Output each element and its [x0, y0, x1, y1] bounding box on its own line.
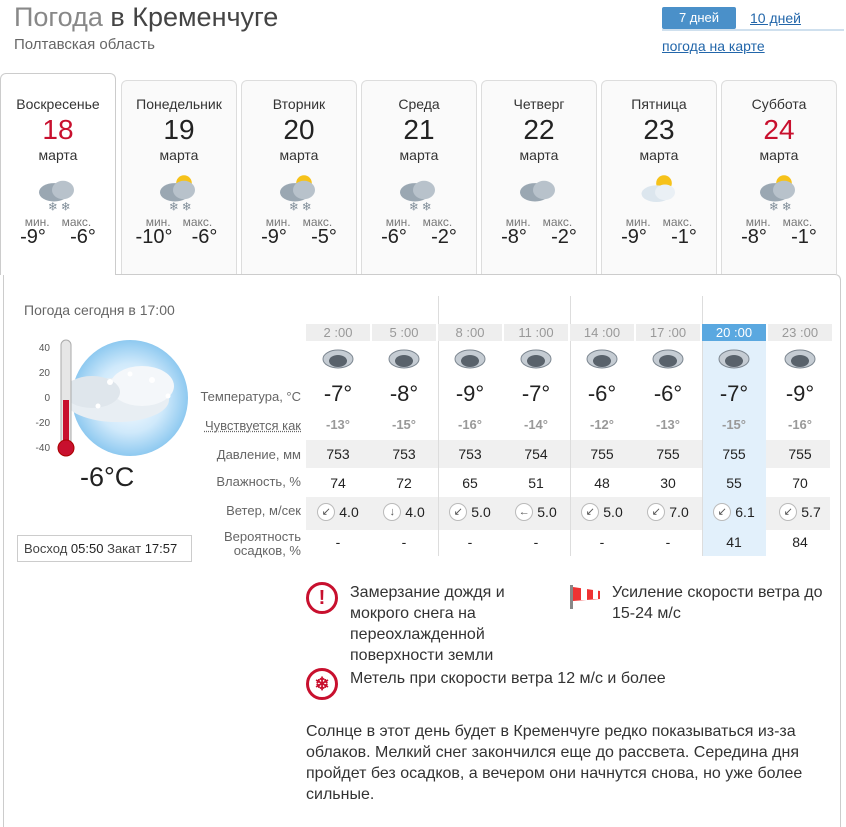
hour-wind	[306, 503, 370, 521]
title-prefix: Погода	[14, 2, 103, 32]
wind-direction-icon: ↙	[647, 503, 665, 521]
wind-speed: 7.0	[669, 504, 689, 520]
hour-precipitation: -	[665, 534, 671, 550]
sunrise-time: 05:50	[70, 541, 104, 556]
warning-wind: Усиление скорости ветра до 15-24 м/с	[612, 584, 823, 622]
hour-label: 8 :00	[438, 324, 502, 341]
day-tab-21[interactable]	[361, 80, 477, 274]
day-name: Воскресенье	[16, 96, 100, 112]
hour-pressure: 755	[788, 446, 812, 462]
hour-temperature: -6°	[653, 381, 683, 406]
hour-feels-like: -15°	[392, 417, 416, 432]
hour-wind	[504, 503, 568, 521]
hour-humidity: 48	[594, 475, 610, 491]
sun-times	[17, 535, 192, 562]
day-date: 20	[283, 114, 315, 145]
day-month: марта	[519, 147, 559, 163]
day-date: 22	[523, 114, 555, 145]
snow-cloud-icon	[570, 346, 634, 375]
wind-direction-icon: ↙	[317, 503, 335, 521]
snow-cloud-icon	[1, 167, 115, 215]
windsock-icon	[566, 583, 606, 611]
hour-pressure: 753	[458, 446, 482, 462]
hour-precipitation: 84	[792, 534, 808, 550]
max-temp: -2°	[551, 226, 577, 248]
min-label: мин.	[265, 215, 291, 229]
hour-humidity: 51	[528, 475, 544, 491]
hour-humidity: 65	[462, 475, 478, 491]
map-link[interactable]: погода на карте	[662, 38, 765, 54]
wind-direction-icon: ↙	[779, 503, 797, 521]
sun-cloud-icon	[602, 167, 716, 215]
min-temp: -10°	[135, 226, 173, 248]
hour-feels-like: -13°	[656, 417, 680, 432]
day-month: марта	[38, 147, 78, 163]
scale-tick: 40	[38, 343, 50, 354]
min-label: мин.	[625, 215, 651, 229]
hour-wind	[570, 503, 634, 521]
max-label: макс.	[61, 215, 92, 229]
sun-snow-cloud-icon	[122, 167, 236, 215]
hour-humidity: 74	[330, 475, 346, 491]
max-label: макс.	[662, 215, 693, 229]
hour-label: 2 :00	[306, 324, 370, 341]
min-temp: -9°	[621, 226, 647, 248]
max-label: макс.	[182, 215, 213, 229]
hour-label: 5 :00	[372, 324, 436, 341]
day-month: марта	[639, 147, 679, 163]
label-humidity: Влажность, %	[216, 474, 301, 489]
hour-label: 11 :00	[504, 324, 568, 341]
page-title	[14, 2, 278, 33]
day-tab-24[interactable]	[721, 80, 837, 274]
label-feels-like[interactable]: Чувствуется как	[204, 418, 301, 433]
hour-label: 23 :00	[768, 324, 832, 341]
snowflake-icon: ❄	[306, 668, 338, 700]
min-temp: -9°	[261, 226, 287, 248]
max-label: макс.	[782, 215, 813, 229]
thermometer-mercury	[63, 400, 69, 446]
hour-feels-like: -14°	[524, 417, 548, 432]
title-city: в Кременчуге	[110, 2, 279, 32]
hour-temperature: -9°	[455, 381, 485, 406]
min-temp: -8°	[501, 226, 527, 248]
day-tab-23[interactable]	[601, 80, 717, 274]
day-tab-18[interactable]	[0, 73, 116, 275]
hour-pressure: 755	[656, 446, 680, 462]
hour-precipitation: 41	[726, 534, 742, 550]
sun-snow-cloud-icon	[722, 167, 836, 215]
wind-speed: 6.1	[735, 504, 755, 520]
cloud-icon	[482, 167, 596, 215]
day-name: Среда	[398, 96, 440, 112]
thermometer-scale	[22, 336, 50, 461]
hour-wind	[636, 503, 700, 521]
hour-temperature: -8°	[389, 381, 419, 406]
day-name: Понедельник	[136, 96, 222, 112]
min-temp: -8°	[741, 226, 767, 248]
day-description: Солнце в этот день будет в Кременчуге редко показываться из-за облаков. Мелкий снег закончился еще до рассвета. Середина дня пройдет без осадков, а вечером они начнутся снова, но уже более сильные.	[306, 723, 803, 803]
warning-blizzard: Метель при скорости ветра 12 м/с и более	[350, 670, 666, 687]
min-label: мин.	[385, 215, 411, 229]
min-label: мин.	[745, 215, 771, 229]
hour-feels-like: -15°	[722, 417, 746, 432]
hour-temperature: -9°	[785, 381, 815, 406]
warning-freezing-rain: Замерзание дождя и мокрого снега на переохлажденной поверхности земли	[350, 584, 505, 664]
max-temp: -1°	[791, 226, 817, 248]
max-temp: -6°	[70, 226, 96, 248]
snow-cloud-icon	[768, 346, 832, 375]
hour-precipitation: -	[335, 534, 341, 550]
hour-humidity: 70	[792, 475, 808, 491]
hour-wind	[438, 503, 502, 521]
hour-wind	[372, 503, 436, 521]
hour-pressure: 753	[326, 446, 350, 462]
hour-pressure: 755	[722, 446, 746, 462]
day-date: 23	[643, 114, 675, 145]
day-name: Вторник	[272, 96, 326, 112]
sunset-label: Закат	[107, 541, 142, 556]
hour-precipitation: -	[599, 534, 605, 550]
day-name: Суббота	[751, 96, 807, 112]
hour-feels-like: -12°	[590, 417, 614, 432]
day-tab-22[interactable]	[481, 80, 597, 274]
current-temperature: -6°C	[80, 462, 135, 492]
wind-speed: 5.0	[471, 504, 491, 520]
day-month: марта	[399, 147, 439, 163]
scale-tick: -20	[35, 418, 50, 429]
hour-pressure: 753	[392, 446, 416, 462]
hour-humidity: 72	[396, 475, 412, 491]
hour-pressure: 754	[524, 446, 548, 462]
hour-temperature: -7°	[323, 381, 353, 406]
label-temperature: Температура, °С	[200, 389, 301, 404]
wind-speed: 4.0	[339, 504, 359, 520]
day-date: 24	[763, 114, 795, 145]
day-tab-20[interactable]	[241, 80, 357, 274]
day-name: Пятница	[631, 96, 687, 112]
svg-text:❄ ❄: ❄ ❄	[289, 201, 312, 213]
scale-tick: -40	[35, 443, 50, 454]
day-name: Четверг	[513, 96, 565, 112]
hour-label: 17 :00	[636, 324, 700, 341]
hour-label: 14 :00	[570, 324, 634, 341]
thermometer-bulb	[58, 440, 74, 456]
snow-cloud-icon	[306, 346, 370, 375]
snow-cloud-icon	[636, 346, 700, 375]
max-temp: -1°	[671, 226, 697, 248]
hour-temperature: -6°	[587, 381, 617, 406]
wind-speed: 4.0	[405, 504, 425, 520]
min-label: мин.	[505, 215, 531, 229]
region-label: Полтавская область	[14, 36, 155, 53]
day-tab-19[interactable]	[121, 80, 237, 274]
hour-wind	[768, 503, 832, 521]
hour-humidity: 30	[660, 475, 676, 491]
day-month: марта	[279, 147, 319, 163]
sun-snow-cloud-icon	[242, 167, 356, 215]
svg-text:❄ ❄: ❄ ❄	[169, 201, 192, 213]
tab-7-days[interactable]: 7 дней	[662, 7, 736, 29]
warning-icon: !	[306, 582, 338, 614]
label-pressure: Давление, мм	[216, 447, 301, 462]
min-temp: -6°	[381, 226, 407, 248]
scale-tick: 20	[38, 368, 50, 379]
snow-cloud-icon	[702, 346, 766, 375]
day-date: 19	[163, 114, 195, 145]
max-label: макс.	[542, 215, 573, 229]
hour-feels-like: -16°	[458, 417, 482, 432]
label-precipitation: Вероятность осадков, %	[224, 529, 301, 558]
hour-feels-like: -16°	[788, 417, 812, 432]
min-temp: -9°	[20, 226, 46, 248]
svg-text:❄ ❄: ❄ ❄	[409, 201, 432, 213]
label-wind: Ветер, м/сек	[226, 503, 301, 518]
snow-cloud-icon	[372, 346, 436, 375]
hour-temperature: -7°	[521, 381, 551, 406]
scale-tick: 0	[44, 393, 50, 404]
day-date: 21	[403, 114, 435, 145]
max-temp: -6°	[191, 226, 218, 248]
hour-temperature: -7°	[719, 381, 749, 406]
wind-direction-icon: ↙	[713, 503, 731, 521]
now-label: Погода сегодня в 17:00	[24, 302, 175, 318]
day-month: марта	[159, 147, 199, 163]
snow-cloud-icon	[438, 346, 502, 375]
day-month: марта	[759, 147, 799, 163]
hour-wind	[702, 503, 766, 521]
svg-text:❄ ❄: ❄ ❄	[769, 201, 792, 213]
max-label: макс.	[422, 215, 453, 229]
hour-precipitation: -	[401, 534, 407, 550]
svg-text:❄ ❄: ❄ ❄	[48, 201, 71, 213]
hour-precipitation: -	[533, 534, 539, 550]
min-label: мин.	[24, 215, 50, 229]
wind-speed: 5.0	[537, 504, 557, 520]
wind-direction-icon: ↙	[449, 503, 467, 521]
sunrise-label: Восход	[24, 541, 68, 556]
hour-pressure: 755	[590, 446, 614, 462]
tab-10-days[interactable]: 10 дней	[750, 10, 801, 26]
wind-speed: 5.0	[603, 504, 623, 520]
hour-label: 20 :00	[702, 324, 766, 341]
wind-direction-icon: ↙	[581, 503, 599, 521]
max-temp: -5°	[311, 226, 337, 248]
max-label: макс.	[302, 215, 333, 229]
sunset-time: 17:57	[144, 541, 178, 556]
day-date: 18	[42, 114, 74, 145]
wind-direction-icon: ↓	[383, 503, 401, 521]
wind-speed: 5.7	[801, 504, 821, 520]
max-temp: -2°	[431, 226, 457, 248]
wind-direction-icon: ←	[515, 503, 533, 521]
tab-underline	[662, 29, 844, 31]
snow-cloud-icon	[362, 167, 476, 215]
snow-cloud-icon	[504, 346, 568, 375]
hour-humidity: 55	[726, 475, 742, 491]
hour-feels-like: -13°	[326, 417, 350, 432]
min-label: мин.	[145, 215, 171, 229]
hour-precipitation: -	[467, 534, 473, 550]
